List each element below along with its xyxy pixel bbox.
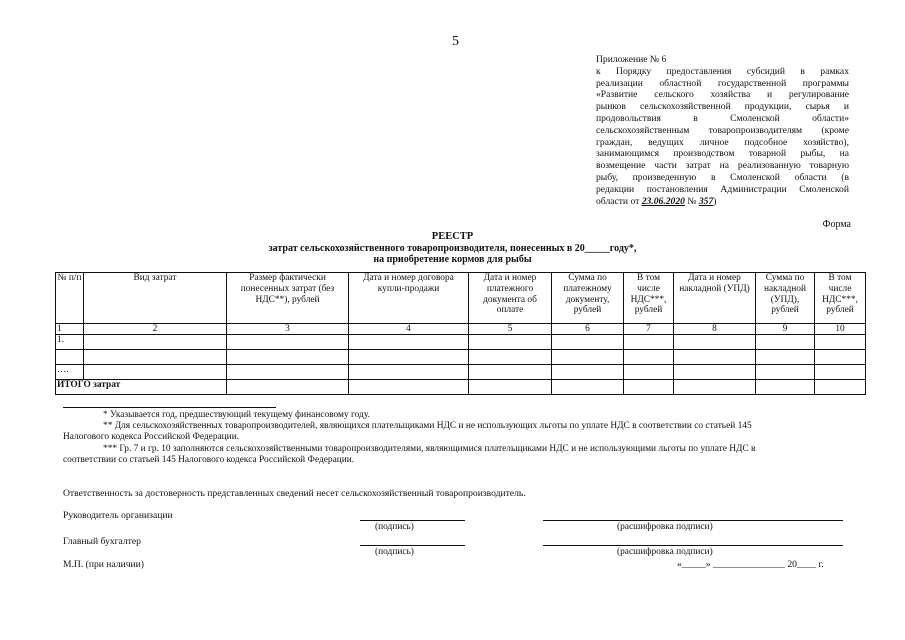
appendix-last-line [596,196,849,208]
number-sign: № [684,195,699,207]
table-cell [469,350,552,365]
column-number: 6 [552,324,624,335]
table-cell [84,335,227,350]
table-cell [756,380,815,395]
column-header: Дата и номер платежного документа об оплате [469,273,552,324]
appendix-last-suffix: ) [713,195,717,207]
column-header: В том числе НДС***, рублей [815,273,866,324]
head-signature-line [360,520,465,521]
handwritten-number: 357 [698,195,714,207]
table-cell [624,335,674,350]
column-header: Дата и номер договора купли-продажи [349,273,469,324]
registry-title: РЕЕСТР [431,231,474,242]
table-cell [469,365,552,380]
table-cell [624,365,674,380]
table-cell [84,350,227,365]
column-header: В том числе НДС***, рублей [624,273,674,324]
table-cell [815,380,866,395]
footnote-separator [63,407,276,408]
column-number: 9 [756,324,815,335]
column-number: 8 [674,324,756,335]
appendix-line: рыбу, произведенную в Смоленской области (в [596,171,849,183]
table-cell [227,335,349,350]
table-cell [349,335,469,350]
table-cell [552,365,624,380]
column-header: Сумма по платежному документу, рублей [552,273,624,324]
table-cell [756,350,815,365]
appendix-line: возмещение части затрат на реализованную товарную [596,160,849,172]
registry-table [55,272,866,395]
table-cell [815,335,866,350]
table-cell [552,350,624,365]
table-cell [227,380,349,395]
appendix-line: занимающимся производством товарной рыбы, на [596,148,849,160]
footnote-3: *** Гр. 7 и гр. 10 заполняются сельскохозяйственными товаропроизводителями, являющимися плательщиками НДС и не использующими льготы по уплате НДС в [103,443,756,454]
column-header: Вид затрат [84,273,227,324]
column-number: 2 [84,324,227,335]
table-cell [552,335,624,350]
appendix-line: продовольствия в Смоленской области» [596,112,849,124]
column-number-row [56,324,866,335]
column-number: 1 [56,324,84,335]
appendix-line: редакции постановления Администрации Смоленской [596,183,849,195]
table-cell [552,380,624,395]
column-number: 5 [469,324,552,335]
appendix-line: рынков сельскохозяйственной продукции, сырья и [596,101,849,113]
accountant-signature-line [360,545,465,546]
table-cell [815,365,866,380]
table-cell [469,335,552,350]
table-cell [349,365,469,380]
total-label: ИТОГО затрат [56,380,227,395]
table-cell [349,380,469,395]
column-header: Дата и номер накладной (УПД) [674,273,756,324]
table-row [56,365,866,380]
stamp-label: М.П. (при наличии) [63,559,144,570]
table-cell [756,365,815,380]
date-line: «_____» _______________ 20____ г. [677,559,824,570]
table-cell [756,335,815,350]
table-cell [674,335,756,350]
head-decode-caption: (расшифровка подписи) [617,522,713,532]
appendix-line: граждан, ведущих личное подсобное хозяйство), [596,136,849,148]
footnote-1: * Указывается год, предшествующий текущему финансовому году. [103,410,370,420]
registry-subtitle-2: на приобретение кормов для рыбы [373,254,532,265]
table-header-row [56,273,866,324]
registry-subtitle: затрат сельскохозяйственного товаропроизводителя, понесенных в 20_____году*, [268,243,637,254]
accountant-decode-line [543,545,843,546]
table-cell [349,350,469,365]
table-cell [815,350,866,365]
footnote-2: ** Для сельскохозяйственных товаропроизводителей, являющихся плательщиками НДС и не использующих льготы по уплате НДС в соответствии со статьей 145 [103,421,752,432]
page-number: 5 [452,34,459,49]
column-header: № п/п [56,273,84,324]
accountant-signature-caption: (подпись) [375,547,414,557]
accountant-label: Главный бухгалтер [63,536,141,547]
head-label: Руководитель организации [63,510,173,521]
column-header: Сумма по накладной (УПД), рублей [756,273,815,324]
table-cell [84,365,227,380]
accountant-decode-caption: (расшифровка подписи) [617,547,713,557]
appendix-line: к Порядку предоставления субсидий в рамках [596,65,849,77]
table-cell [624,380,674,395]
total-row [56,380,866,395]
table-cell [674,350,756,365]
table-row [56,350,866,365]
column-header: Размер фактически понесенных затрат (без НДС**), рублей [227,273,349,324]
footnote-3-cont: соответствии со статьей 145 Налогового кодекса Российской Федерации. [63,454,355,465]
appendix-title: Приложение № 6 [596,54,667,65]
responsibility-note: Ответственность за достоверность представленных сведений несет сельскохозяйственный товаропроизводитель. [63,488,526,499]
handwritten-date: 23.06.2020 [641,195,685,207]
appendix-line: реализации областной государственной программы [596,77,849,89]
table-cell [56,350,84,365]
appendix-last-prefix: области от [596,195,642,207]
head-signature-caption: (подпись) [375,522,414,532]
table-cell: 1. [56,335,84,350]
column-number: 4 [349,324,469,335]
table-cell [227,350,349,365]
appendix-line: «Развитие сельского хозяйства и регулирование [596,89,849,101]
table-cell: …. [56,365,84,380]
form-label: Форма [822,219,851,230]
table-cell [674,365,756,380]
column-number: 3 [227,324,349,335]
column-number: 10 [815,324,866,335]
appendix-block [596,54,849,207]
column-number: 7 [624,324,674,335]
table-cell [674,380,756,395]
table-cell [227,365,349,380]
table-cell [469,380,552,395]
footnote-2-cont: Налогового кодекса Российской Федерации. [63,432,240,443]
table-cell [624,350,674,365]
footnotes [63,410,850,466]
table-row [56,335,866,350]
head-decode-line [543,520,843,521]
appendix-line: сельскохозяйственным товаропроизводителям (кроме [596,124,849,136]
